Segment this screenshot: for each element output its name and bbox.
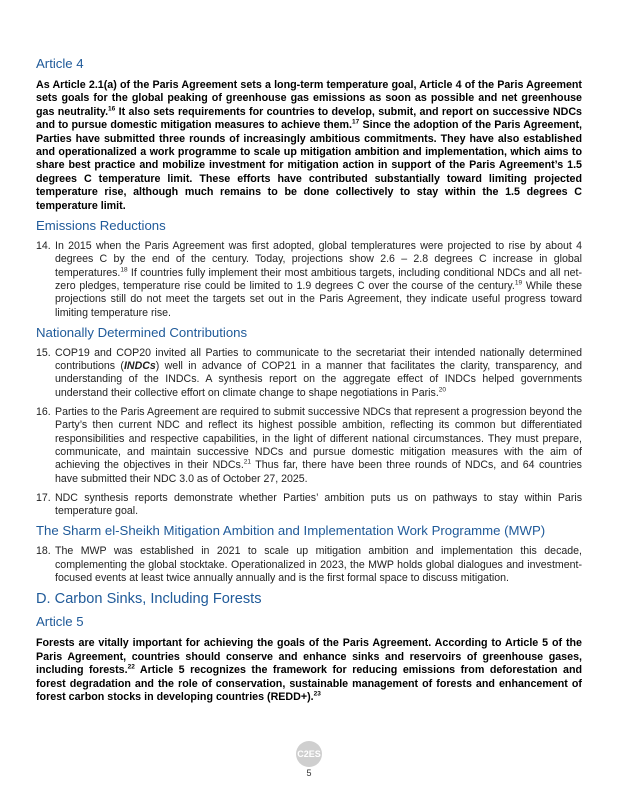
paragraph-number: 14. (36, 240, 51, 253)
page-number: 5 (306, 768, 312, 778)
ndc-heading: Nationally Determined Contributions (36, 324, 248, 340)
footnote-ref: 17 (352, 118, 360, 126)
article-5-paragraph: Forests are vitally important for achieving the goals of the Paris Agreement. According to Article 5 of the Paris Agreement, countries should conserve and enhance sinks and reservoirs of greenhouse gases, including forests.$^{22}$ Article 5 recognizes the framework for reducing emissions from deforestation and forest degradation and the role of conservation, sustainable management of forests and enhancement of forest carbon stocks in developing countries (REDD+).$^{23}$ (36, 637, 582, 703)
numbered-paragraph: 14. In 2015 when the Paris Agreement was first adopted, global templeratures were projected to rise by about 4 degrees C by the end of the century. Today, projections show 2.6 – 2.8 degrees C increase in global temperatures.$^{18}$ If countries fully implement their most ambitious targets, including conditional NDCs and all net-zero pledges, temperature rise could be limited to 1.9 degrees C over the course of the century.$^{19}$ While these projections still do not meet the targets set out in the Paris Agreement, they indicate useful progress toward limiting temperature rise. (36, 240, 583, 319)
article-5-heading: Article 5 (36, 614, 84, 630)
footnote-ref: 21 (243, 458, 252, 466)
mwp-heading: The Sharm el-Sheikh Mitigation Ambition and Implementation Work Programme (MWP) (36, 523, 546, 539)
article-4-heading: Article 4 (36, 56, 84, 71)
footnote-ref: 18 (120, 266, 128, 274)
paragraph-number: 17. (36, 491, 51, 504)
document-page (36, 56, 582, 704)
footnote-ref: 19 (514, 279, 523, 287)
numbered-paragraph: 15. COP19 and COP20 invited all Parties to communicate to the secretariat their intended nationally determined contributions (INDCs) well in advance of COP21 in a manner that facilitates the clarity, transparency, and understanding of the INDCs. A synthesis report on the aggregate effect of INDCs helped governments understand their collective effort on climate change to shape negotiations in Paris.$^{20}$ (36, 346, 582, 399)
emissions-list (36, 240, 582, 320)
article-4-paragraph: As Article 2.1(a) of the Paris Agreement sets a long-term temperature goal, Article 4 of the Paris Agreement sets goals for the global peaking of greenhouse gas emissions as soon as possible and net greenhouse gas neutrality.$^{16}$ It also sets requirements for countries to develop, submit, and report on successive NDCs and to pursue domestic mitigation measures to achieve them.$^{17}$ Since the adoption of the Paris Agreement, Parties have submitted three rounds of increasingly ambitious commitments. They have also established and operationalized a work programme to scale up mitigation ambition and implementation, which aims to share best practice and mobilize investment for mitigation action in support of the Paris Agreement’s 1.5 degrees C temperature limit. These efforts have contributed substantially toward limiting projected temperature rise, although much remains to be done collectively to stay within the 1.5 degrees C temperature limit. (36, 79, 582, 212)
emphasized-term: INDCs (123, 360, 156, 373)
ndc-list (36, 347, 582, 519)
numbered-paragraph: 18. The MWP was established in 2021 to scale up mitigation ambition and implementation this decade, complementing the global stocktake. Operationalized in 2023, the MWP holds global dialogues and investment-focused events at least twice annually annually and is the first formal space to discuss mitigation. (36, 545, 582, 584)
footnote-ref: 22 (127, 663, 135, 671)
numbered-paragraph: 17. NDC synthesis reports demonstrate whether Parties’ ambition puts us on pathways to stay within Paris temperature goal. (36, 491, 582, 518)
paragraph-number: 15. (36, 346, 51, 359)
numbered-paragraph: 16. Parties to the Paris Agreement are required to submit successive NDCs that represent a progression beyond the Party’s then current NDC and reflect its highest possible ambition, reflecting its common but differentiated responsibilities and respective capabilities, in the light of different national circumstances. They must prepare, communicate, and maintain successive NDCs and pursue domestic mitigation measures with the aim of achieving the objectives in their NDCs.$^{21}$ Thus far, there have been three rounds of NDCs, and 64 countries have submitted their NDC 3.0 as of October 27, 2025. (36, 406, 582, 485)
paragraph-number: 16. (36, 406, 51, 419)
c2es-logo: C2ES (296, 741, 322, 767)
footnote-ref: 23 (313, 690, 321, 698)
mwp-list (36, 545, 582, 585)
footnote-ref: 16 (108, 105, 116, 113)
section-d-heading: D. Carbon Sinks, Including Forests (36, 591, 262, 608)
paragraph-number: 18. (36, 545, 51, 558)
emissions-reductions-heading: Emissions Reductions (36, 218, 166, 234)
footnote-ref: 20 (438, 386, 446, 394)
